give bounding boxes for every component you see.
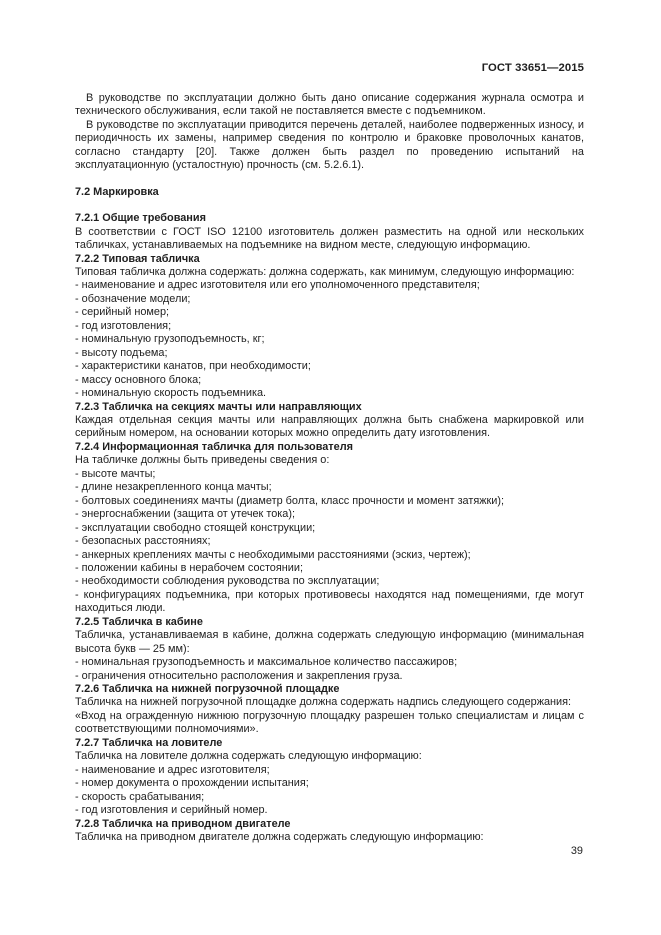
list-item: - высоту подъема;: [75, 346, 168, 359]
intro-paragraph-2: В руководстве по эксплуатации приводится перечень деталей, наиболее подверженных износу, и периодичность их замены, например сведения по контролю и браковке проволочных канатов, согласно стандарту [20]. Также должен быть раздел по проведению испытаний на эксплуатационную (усталостную) прочность (см. 5.2.6.1).: [75, 118, 584, 172]
subsection-title-7-2-5: 7.2.5 Табличка в кабине: [75, 615, 203, 628]
list-item: - год изготовления и серийный номер.: [75, 804, 268, 817]
subsection-title-7-2-1: 7.2.1 Общие требования: [75, 212, 206, 225]
list-item: - номинальная грузоподъемность и максимальное количество пассажиров;: [75, 656, 458, 669]
list-item: - необходимости соблюдения руководства по эксплуатации;: [75, 575, 380, 588]
subsection-lead-7-2-6: Табличка на нижней погрузочной площадке должна содержать надпись следующего содержания:: [75, 696, 572, 709]
section-title-marking: 7.2 Маркировка: [75, 185, 159, 198]
subsection-lead-7-2-7: Табличка на ловителе должна содержать следующую информацию:: [75, 750, 422, 763]
list-item: - наименование и адрес изготовителя или его уполномоченного представителя;: [75, 279, 480, 292]
subsection-title-7-2-8: 7.2.8 Табличка на приводном двигателе: [75, 817, 291, 830]
subsection-lead-7-2-5: Табличка, устанавливаемая в кабине, должна содержать следующую информацию (минимальная высота букв — 25 мм):: [75, 629, 584, 655]
list-item: - положении кабины в нерабочем состоянии;: [75, 561, 303, 574]
subsection-lead-7-2-2: Типовая табличка должна содержать: должна содержать, как минимум, следующую информацию:: [75, 265, 575, 278]
list-item: - энергоснабжении (защита от утечек тока);: [75, 508, 295, 521]
list-item: - год изготовления;: [75, 319, 172, 332]
document-code-header: ГОСТ 33651—2015: [481, 62, 584, 74]
subsection-title-7-2-6: 7.2.6 Табличка на нижней погрузочной площадке: [75, 683, 340, 696]
list-item: - номинальную скорость подъемника.: [75, 387, 267, 400]
subsection-quote-7-2-6: «Вход на огражденную нижнюю погрузочную площадку разрешен только специалистам и лицам с соответствующими полномочиями».: [75, 709, 584, 736]
list-item: - номер документа о прохождении испытания;: [75, 777, 309, 790]
list-item: - анкерных креплениях мачты с необходимыми расстояниями (эскиз, чертеж);: [75, 548, 471, 561]
list-item: - болтовых соединениях мачты (диаметр болта, класс прочности и момент затяжки);: [75, 494, 505, 507]
subsection-lead-7-2-8: Табличка на приводном двигателе должна содержать следующую информацию:: [75, 831, 484, 844]
list-item: - серийный номер;: [75, 306, 170, 319]
list-item: - высоте мачты;: [75, 467, 156, 480]
list-item: - ограничения относительно расположения и закрепления груза.: [75, 669, 403, 682]
subsection-text-7-2-1: В соответствии с ГОСТ ISO 12100 изготовитель должен разместить на одной или нескольких табличках, устанавливаемых на подъемнике на видном месте, следующую информацию.: [75, 225, 584, 252]
list-item: - обозначение модели;: [75, 292, 191, 305]
list-item: - конфигурациях подъемника, при которых противовесы находятся над помещениями, где могут находиться люди.: [75, 588, 584, 615]
page-number: 39: [570, 845, 583, 857]
subsection-title-7-2-7: 7.2.7 Табличка на ловителе: [75, 736, 223, 749]
list-item: - номинальную грузоподъемность, кг;: [75, 333, 265, 346]
list-item: - безопасных расстояниях;: [75, 535, 211, 548]
list-item: - длине незакрепленного конца мачты;: [75, 481, 272, 494]
list-item: - эксплуатации свободно стоящей конструкции;: [75, 521, 316, 534]
subsection-text-7-2-3: Каждая отдельная секция мачты или направляющих должна быть снабжена маркировкой или серийным номером, на основании которых можно определить дату изготовления.: [75, 413, 584, 440]
intro-paragraph-1: В руководстве по эксплуатации должно быть дано описание содержания журнала осмотра и технического обслуживания, если такой не поставляется вместе с подъемником.: [75, 92, 584, 118]
subsection-title-7-2-3: 7.2.3 Табличка на секциях мачты или направляющих: [75, 400, 362, 413]
list-item: - наименование и адрес изготовителя;: [75, 763, 270, 776]
list-item: - характеристики канатов, при необходимости;: [75, 360, 311, 373]
subsection-title-7-2-2: 7.2.2 Типовая табличка: [75, 252, 200, 265]
list-item: - массу основного блока;: [75, 373, 202, 386]
page-body: [75, 92, 584, 844]
subsection-title-7-2-4: 7.2.4 Информационная табличка для пользователя: [75, 440, 353, 453]
list-item: - скорость срабатывания;: [75, 790, 205, 803]
subsection-lead-7-2-4: На табличке должны быть приведены сведения о:: [75, 454, 330, 467]
